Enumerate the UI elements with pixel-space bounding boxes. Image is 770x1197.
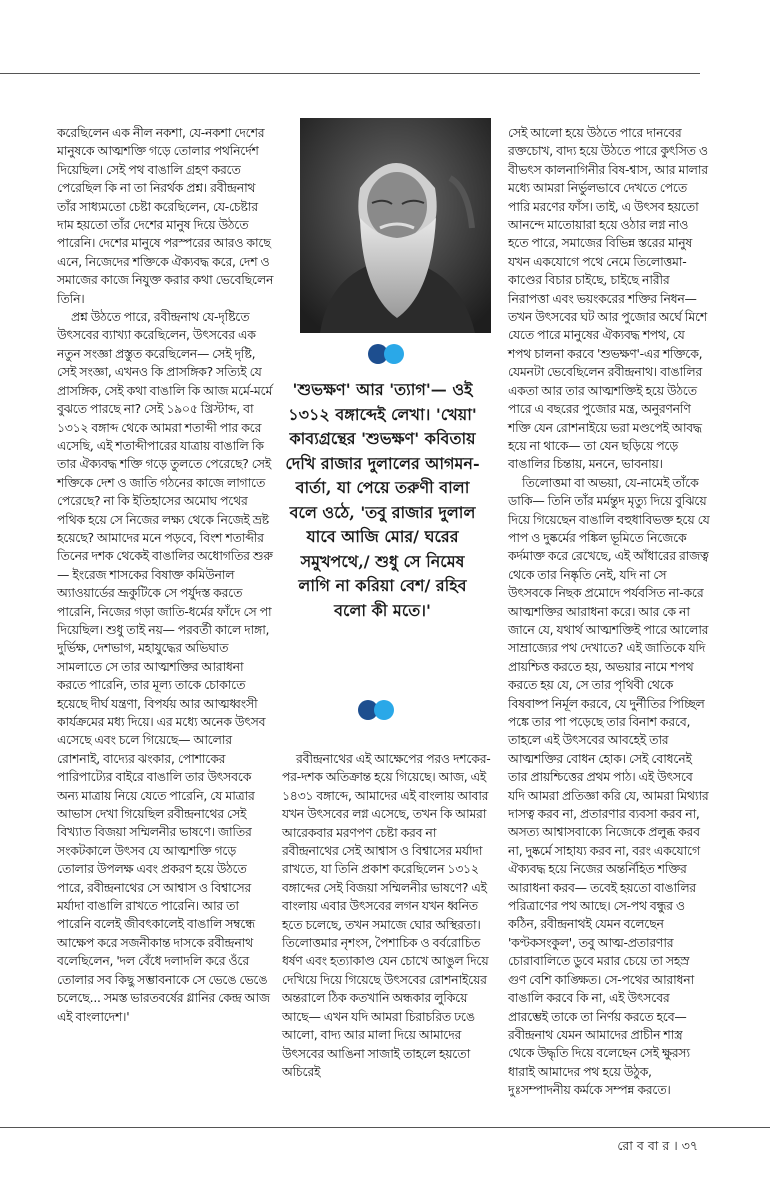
paragraph: করেছিলেন এক নীল নকশা, যে-নকশা দেশের মানুষকে আত্মশক্তি গড়ে তোলার পথনির্দেশ দিয়েছিল। সেই পথ বাঙালি গ্রহণ করতে পেরেছিল কি না তা নিরর্থক প্রশ্ন। রবীন্দ্রনাথ তাঁর সাধ্যমতো চেষ্টা করেছিলেন, যে-চেষ্টার দাম হয়তো তাঁর দেশের মানুষ দিয়ে উঠতে পারেনি। দেশের মানুষে পরস্পরের আরও কাছে এনে, নিজেদের শক্তিকে ঐক্যবদ্ধ করে, দেশ ও সমাজের কাজে নিযুক্ত করার কথা ভেবেছিলেন তিনি। <box>57 125 274 306</box>
dot-icon <box>384 344 404 364</box>
decorative-dots <box>368 344 406 364</box>
magazine-name: রো ব বা র <box>617 1138 670 1153</box>
rabindranath-portrait <box>300 118 491 333</box>
decorative-dots <box>358 700 396 720</box>
article-column-center <box>282 750 494 1081</box>
portrait-image <box>300 118 491 333</box>
page-footer <box>617 1138 698 1158</box>
article-column-right <box>508 124 710 1100</box>
footer-separator: । <box>673 1138 678 1153</box>
top-rule <box>0 73 700 74</box>
paragraph: সেই আলো হয়ে উঠতে পারে দানবের রক্তচোখ, বাদ্য হয়ে উঠতে পারে কুৎসিত ও বীভৎস কালনাগিনীর বিষ-শ্বাস, আর মালার মধ্যে আমরা নির্ভুলভাবে দেখতে পেতে পারি মরণের ফাঁস। তাই, এ উৎসব হয়তো আনন্দে মাতোয়ারা হয়ে ওঠার লগ্ন নাও হতে পারে, সমাজের বিভিন্ন স্তরের মানুষ যখন একযোগে পথে নেমে তিলোত্তমা-কাণ্ডের বিচার চাইছে, চাইছে নারীর নিরাপত্তা এবং ভয়ংকরের শক্তির নিধন— তখন উৎসবের ঘট আর পুজোর অর্ঘে মিশে যেতে পারে মানুষের ঐক্যবদ্ধ শপথ, যে শপথ চালনা করবে 'শুভক্ষণ'-এর শক্তিকে, যেমনটা ভেবেছিলেন রবীন্দ্রনাথ। বাঙালির একতা আর তার আত্মশক্তিই হয়ে উঠতে পারে এ বছরের পুজোর মন্ত্র, অনুরণনণি শক্তি যেন রোশনাইয়ে ভরা মণ্ডপেই আবদ্ধ হয়ে না থাকে— তা যেন ছড়িয়ে পড়ে বাঙালির চিন্তায়, মননে, ভাবনায়। <box>508 125 708 472</box>
paragraph: তিলোত্তমা বা অভয়া, যে-নামেই তাঁকে ডাকি— তিনি তাঁর মর্মন্তুদ মৃত্যু দিয়ে বুঝিয়ে দিয়ে গিয়েছেন বাঙালি বহুধাবিভক্ত হয়ে যে পাপ ও দুষ্কর্মের পঙ্কিল ভূমিতে নিজেকে কর্দমাক্ত করে রেখেছে, এই আঁধারের রাজত্ব থেকে তার নিষ্কৃতি নেই, যদি না সে উৎসবকে নিছক প্রমোদে পর্যবসিত না-করে আত্মশক্তির আরাধনা করে। আর কে না জানে যে, যথার্থ আত্মশক্তিই পারে আলোর সাম্রাজ্যের পথ দেখাতে? এই জাতিকে যদি প্রায়শ্চিত্ত করতে হয়, অভয়ার নামে শপথ করতে হয় যে, সে তার পৃথিবী থেকে বিষবাষ্প নির্মূল করবে, যে দুর্নীতির পিচ্ছিল পঙ্কে তার পা পড়েছে তার বিনাশ করবে, তাহলে এই উৎসবের আবহেই তার আত্মশক্তির বোধন হোক। সেই বোধনেই তার প্রায়শ্চিত্তের প্রথম পাঠ। এই উৎসবে যদি আমরা প্রতিজ্ঞা করি যে, আমরা মিথ্যার দাসত্ব করব না, প্রতারণার ব্যবসা করব না, অসত্য আশ্বাসবাক্যে নিজেকে প্রলুব্ধ করব না, দুষ্কর্মে সাহায্য করব না, বরং একযোগে ঐক্যবদ্ধ হয়ে নিজের অন্তর্নিহিত শক্তির আরাধনা করব— তবেই হয়তো বাঙালির পরিত্রাণের পথ আছে। সে-পথ বন্ধুর ও কঠিন, রবীন্দ্রনাথই যেমন বলেছেন 'কণ্টকসংকুল', তবু আত্ম-প্রতারণার চোরাবালিতে ডুবে মরার চেয়ে তা সহস্র গুণ বেশি কাঙ্ক্ষিত। সে-পথের আরাধনা বাঙালি করবে কি না, এই উৎসবের প্রারম্ভেই তাকে তা নির্ণয় করতে হবে— রবীন্দ্রনাথ যেমন আমাদের প্রাচীন শাস্ত্র থেকে উদ্ধৃতি দিয়ে বলেছেন সেই ক্ষুরস্য ধারাই আমাদের পথ হয়ে উঠুক, দুঃসম্পাদনীয় কর্মকে সম্পন্ন করতে। <box>508 474 710 1098</box>
page-number: ৩৭ <box>681 1138 698 1153</box>
pull-quote: 'শুভক্ষণ' আর 'ত্যাগ'— ওই ১৩১২ বঙ্গাব্দেই লেখা। 'খেয়া' কাব্যগ্রন্থের 'শুভক্ষণ' কবিতায় দেখি রাজার দুলালের আগমন-বার্তা, যা পেয়ে তরুণী বালা বলে ওঠে, 'তবু রাজার দুলাল যাবে আজি মোর/ ঘরের সমুখপথে,/ শুধু সে নিমেষ লাগি না করিয়া বেশ/ রহিব বলো কী মতে।' <box>285 380 480 620</box>
article-column-left <box>57 124 275 1026</box>
paragraph: প্রশ্ন উঠতে পারে, রবীন্দ্রনাথ যে-দৃষ্টিতে উৎসবের ব্যাখ্যা করেছিলেন, উৎসবের এক নতুন সংজ্ঞা প্রস্তুত করেছিলেন— সেই দৃষ্টি, সেই সংজ্ঞা, এখনও কি প্রাসঙ্গিক? সত্যিই যে প্রাসঙ্গিক, সেই কথা বাঙালি কি আজ মর্মে-মর্মে বুঝতে পারছে না? সেই ১৯০৫ খ্রিস্টাব্দ, বা ১৩১২ বঙ্গাব্দ থেকে আমরা শতাব্দী পার করে এসেছি, এই শতাব্দীপারের যাত্রায় বাঙালি কি তার ঐক্যবদ্ধ শক্তি গড়ে তুলতে পেরেছে? সেই শক্তিকে দেশ ও জাতি গঠনের কাজে লাগাতে পেরেছে? না কি ইতিহাসের অমোঘ পথের পথিক হয়ে সে নিজের লক্ষ্য থেকে নিজেই ভ্রষ্ট হয়েছে? আমাদের মনে পড়বে, বিংশ শতাব্দীর তিনের দশক থেকেই বাঙালির অধোগতির শুরু— ইংরেজ শাসকের বিষাক্ত কমিউনাল অ্যাওয়ার্ডের ভ্রূকুটিকে সে পর্যুদস্ত করতে পারেনি, নিজের গড়া জাতি-ধর্মের ফাঁদে সে পা দিয়েছিল। শুধু তাই নয়— পরবর্তী কালে দাঙ্গা, দুর্ভিক্ষ, দেশভাগ, মহাযুদ্ধের অভিঘাত সামলাতে সে তার আত্মশক্তির আরাধনা করতে পারেনি, তার মূল্য তাকে চোকাতে হয়েছে দীর্ঘ যন্ত্রণা, বিপর্যয় আর আত্মধ্বংসী কার্যক্রমের মধ্য দিয়ে। এর মধ্যে অনেক উৎসব এসেছে এবং চলে গিয়েছে— আলোর রোশনাই, বাদ্যের ঝংকার, পোশাকের পারিপাট্যের বাইরে বাঙালি তার উৎসবকে অন্য মাত্রায় নিয়ে যেতে পারেনি, যে মাত্রার আভাস দেখা গিয়েছিল রবীন্দ্রনাথের সেই বিখ্যাত বিজয়া সম্মিলনীর ভাষণে। জাতির সংকটকালে উৎসব যে আত্মশক্তি গড়ে তোলার উপলক্ষ এবং প্রকরণ হয়ে উঠতে পারে, রবীন্দ্রনাথের সে আশ্বাস ও বিশ্বাসের মর্যাদা বাঙালি রাখতে পারেনি। আর তা পারেনি বলেই জীবৎকালেই বাঙালি সম্বন্ধে আক্ষেপ করে সজনীকান্ত দাসকে রবীন্দ্রনাথ বলেছিলেন, 'দল বেঁধে দলাদলি করে ওঁরে তোলার সব কিছু সম্ভাবনাকে সে ভেঙে ভেঙে চলেছে... সমস্ত ভারতবর্ষের গ্লানির কেন্দ্র আজ এই বাংলাদেশ।' <box>57 309 273 1024</box>
bottom-rule <box>0 1127 770 1128</box>
paragraph: রবীন্দ্রনাথের এই আক্ষেপের পরও দশকের-পর-দশক অতিক্রান্ত হয়ে গিয়েছে। আজ, এই ১৪৩১ বঙ্গাব্দে, আমাদের এই বাংলায় আবার যখন উৎসবের লগ্ন এসেছে, তখন কি আমরা আরেকবার মরণপণ চেষ্টা করব না রবীন্দ্রনাথের সেই আশ্বাস ও বিশ্বাসের মর্যাদা রাখতে, যা তিনি প্রকাশ করেছিলেন ১৩১২ বঙ্গাব্দের সেই বিজয়া সম্মিলনীর ভাষণে? এই বাংলায় এবার উৎসবের লগন যখন ধ্বনিত হতে চলেছে, তখন সমাজে ঘোর অস্থিরতা। তিলোত্তমার নৃশংস, পৈশাচিক ও বর্বরোচিত ধর্ষণ এবং হত্যাকাণ্ড যেন চোখে আঙুল দিয়ে দেখিয়ে দিয়ে গিয়েছে উৎসবের রোশনাইয়ের অন্তরালে ঠিক কতখানি অন্ধকার লুকিয়ে আছে— এখন যদি আমরা চিরাচরিত ঢঙে আলো, বাদ্য আর মালা দিয়ে আমাদের উৎসবের আঙিনা সাজাই তাহলে হয়তো অচিরেই <box>282 751 491 1079</box>
dot-icon <box>374 700 394 720</box>
